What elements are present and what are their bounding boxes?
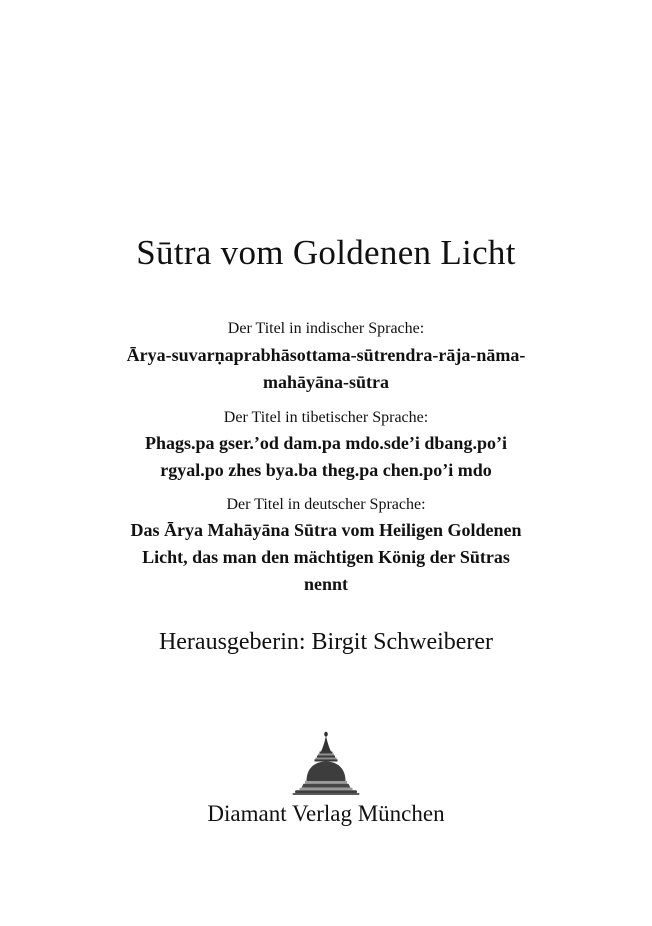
tibetan-title-line: rgyal.po zhes bya.ba theg.pa chen.po’i mdo — [160, 460, 492, 480]
page-title: Sūtra vom Goldenen Licht — [136, 233, 516, 272]
section-label-tibetan: Der Titel in tibetischer Sprache: — [223, 409, 429, 426]
stupa-icon — [291, 731, 361, 795]
german-title — [0, 517, 652, 598]
german-title-line: Das Ārya Mahāyāna Sūtra vom Heiligen Goldenen — [130, 520, 522, 540]
editor-line: Herausgeberin: Birgit Schweiberer — [158, 629, 494, 655]
publisher-line: Diamant Verlag München — [207, 801, 445, 826]
tibetan-title — [0, 430, 652, 484]
sanskrit-title — [0, 342, 652, 396]
sanskrit-title-line: Ārya-suvarṇaprabhāsottama-sūtrendra-rāja-nāma- — [126, 345, 526, 365]
german-title-line: nennt — [303, 574, 348, 594]
german-title-line: Licht, das man den mächtigen König der Sūtras — [142, 547, 510, 567]
section-label-german: Der Titel in deutscher Sprache: — [226, 496, 426, 513]
sanskrit-title-line: mahāyāna-sūtra — [262, 372, 389, 392]
tibetan-title-line: Phags.pa gser.’od dam.pa mdo.sde’i dbang.po’i — [145, 433, 507, 453]
section-label-indian: Der Titel in indischer Sprache: — [227, 320, 425, 337]
